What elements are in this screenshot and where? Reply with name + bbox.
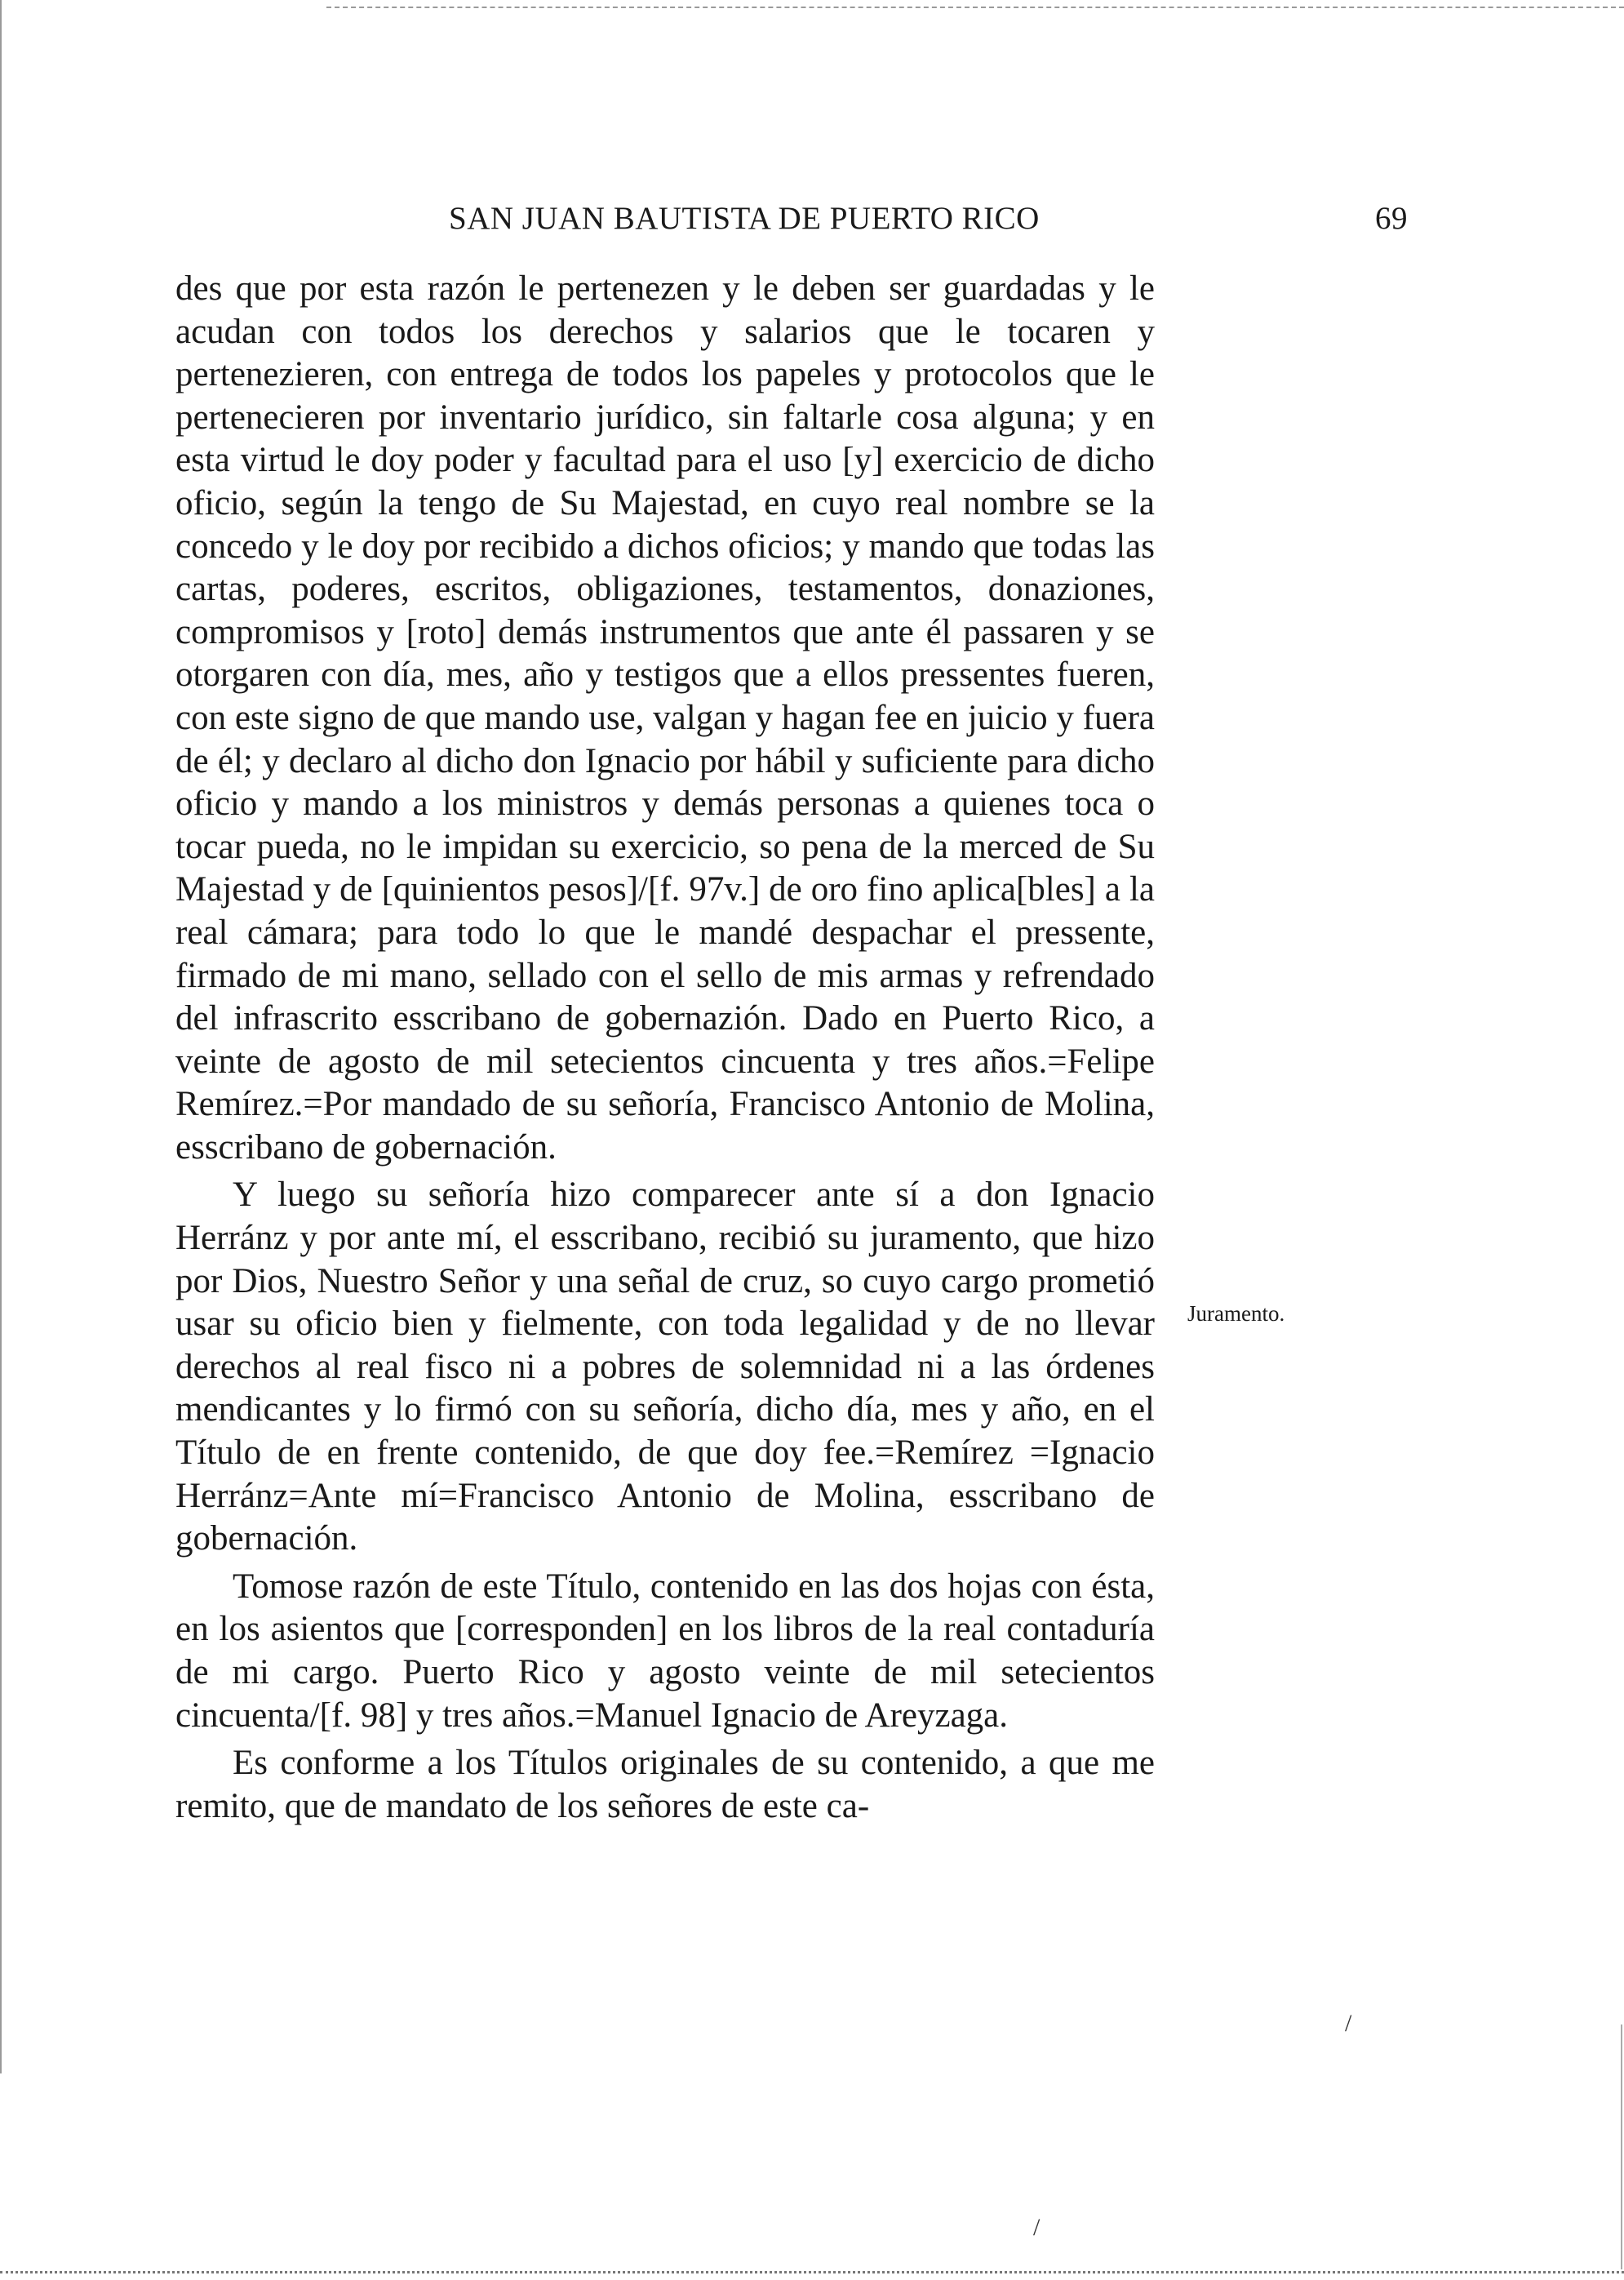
paragraph-3: Tomose razón de este Título, contenido en las dos hojas con ésta, en los asientos que [corresponden] en los libros de la real contaduría de mi cargo. Puerto Rico y agosto veinte de mil setecientos cincuenta/[f. 98] y tres años.=Manuel Ignacio de Areyzaga.	[175, 1567, 1155, 1735]
scan-edge-top	[326, 7, 1624, 8]
scan-edge-right	[1621, 2024, 1622, 2269]
scan-edge-left	[0, 0, 2, 2073]
paragraph-2: Y luego su señoría hizo comparecer ante sí a don Ignacio Herránz y por ante mí, el esscribano, recibió su juramento, que hizo por Dios, Nuestro Señor y una señal de cruz, so cuyo cargo prometió usar su oficio bien y fielmente, con toda legalidad y de no llevar derechos al real fisco ni a pobres de solemnidad ni a las órdenes mendicantes y lo firmó con su señoría, dicho día, mes y año, en el Título de en frente contenido, de que doy fee.=Remírez =Ignacio Herránz=Ante mí=Francisco Antonio de Molina, esscribano de gobernación.	[175, 1176, 1155, 1558]
paragraph-1: des que por esta razón le pertenezen y le deben ser guardadas y le acudan con todos los derechos y salarios que le tocaren y pertenezieren, con entrega de todos los papeles y protocolos que le pertenecieren por inventario jurídico, sin faltarle cosa alguna; y en esta virtud le doy poder y facultad para el uso [y] exercicio de dicho oficio, según la tengo de Su Majestad, en cuyo real nombre se la concedo y le doy por recibido a dichos oficios; y mando que todas las cartas, poderes, escritos, obligaziones, testamentos, donaziones, compromisos y [roto] demás instrumentos que ante él passaren y se otorgaren con día, mes, año y testigos que a ellos pressentes fueren, con este signo de que mando use, valgan y hagan fee en juicio y fuera de él; y declaro al dicho don Ignacio por hábil y suficiente para dicho oficio y mando a los ministros y demás personas a quienes toca o tocar pueda, no le impidan su exercicio, so pena de la merced de Su Majestad y de [quinientos pesos]/[f. 97v.] de oro fino aplica[bles] a la real cámara; para todo lo que le mandé despachar el pressente, firmado de mi mano, sellado con el sello de mis armas y refrendado del infrascrito esscribano de gobernazión. Dado en Puerto Rico, a veinte de agosto de mil setecientos cincuenta y tres años.=Felipe Remírez.=Por mandado de su señoría, Francisco Antonio de Molina, esscribano de gobernación.	[175, 269, 1155, 1167]
running-header	[175, 200, 1408, 241]
stray-ink-mark: /	[1033, 2214, 1041, 2241]
running-title: SAN JUAN BAUTISTA DE PUERTO RICO	[449, 201, 1040, 236]
page-number: 69	[1375, 201, 1408, 236]
body-text	[175, 268, 1155, 1828]
scan-edge-bottom	[0, 2271, 1624, 2273]
paragraph-4: Es conforme a los Títulos originales de su contenido, a que me remito, que de mandato de los señores de este ca-	[175, 1744, 1155, 1825]
stray-ink-mark: /	[1345, 2010, 1352, 2037]
margin-note: Juramento.	[1187, 1301, 1285, 1326]
